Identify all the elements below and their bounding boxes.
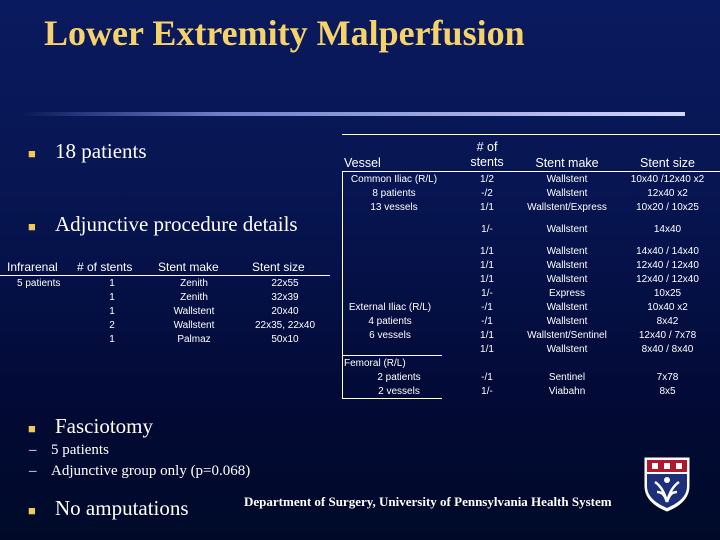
header-size: Stent size <box>640 156 695 170</box>
bullet-patients <box>28 139 147 164</box>
vessel-femoral <box>344 371 454 399</box>
left-cell: 32x39 <box>271 292 299 303</box>
ei-cell: 1/1 <box>480 246 494 257</box>
left-cell: 1 <box>109 278 115 289</box>
vessel-femoral-label: Femoral (R/L) <box>344 358 406 369</box>
square-bullet-icon: ■ <box>28 146 36 161</box>
ei-cell: 12x40 / 12x40 <box>636 260 699 271</box>
title-divider <box>20 112 685 116</box>
ei-cell: Wallstent <box>546 344 588 355</box>
bullet-text: Fasciotomy <box>55 414 153 438</box>
sub-text: 5 patients <box>51 442 109 458</box>
left-header-size: Stent size <box>252 260 305 274</box>
left-cell: 22x35, 22x40 <box>254 320 316 331</box>
ei-cell: Wallstent <box>546 302 588 313</box>
ei-cell: 1/- <box>481 288 493 299</box>
ei-cell: Wallstent <box>546 246 588 257</box>
footer-institution: Department of Surgery, University of Pennsylvania Health System <box>244 494 612 509</box>
ci-col-make <box>517 173 617 215</box>
bullet-text: Adjunctive procedure details <box>55 212 298 236</box>
vessel-patients: 2 patients <box>377 372 421 383</box>
right-table-header-rule <box>342 171 720 172</box>
vessel-label: Common Iliac (R/L) <box>350 174 438 185</box>
fasciotomy-sub-1 <box>29 442 109 459</box>
header-stents-line1: # of <box>476 140 498 154</box>
header-stents-line2: stents <box>470 155 504 169</box>
bullet-text: No amputations <box>55 496 189 520</box>
ci-cell: Wallstent/Express <box>527 202 607 213</box>
ci-cell: Wallstent <box>546 174 588 185</box>
fem-col-stents <box>459 371 515 399</box>
bullet-fasciotomy <box>28 414 153 439</box>
ei-cell: 12x40 / 12x40 <box>636 274 699 285</box>
left-table-header-rule <box>0 275 330 276</box>
page-title: Lower Extremity Malperfusion <box>44 13 525 53</box>
sub-text: Adjunctive group only (p=0.068) <box>51 463 251 479</box>
ci-cell: Wallstent <box>546 224 588 235</box>
vessel-external-iliac <box>342 301 438 343</box>
penn-shield-icon <box>643 456 691 512</box>
ci-cell: 10x20 / 10x25 <box>636 202 699 213</box>
ci-col-size <box>620 173 715 215</box>
ei-cell: 8x40 / 8x40 <box>641 344 694 355</box>
ci-cell: -/2 <box>481 188 493 199</box>
vessel-count: 6 vessels <box>369 330 411 341</box>
left-col-size <box>244 277 326 347</box>
femoral-divider <box>342 355 442 356</box>
fem-cell: Sentinel <box>548 372 586 383</box>
ei-cell: -/1 <box>481 302 493 313</box>
header-make: Stent make <box>535 156 599 170</box>
left-cell: Zenith <box>180 292 208 303</box>
left-patients: 5 patients <box>17 278 61 289</box>
header-stents <box>452 140 522 170</box>
vessel-label: External Iliac (R/L) <box>348 302 432 313</box>
left-cell: 20x40 <box>271 306 299 317</box>
left-col-stents <box>92 277 132 347</box>
ei-cell: 10x40 x2 <box>647 302 688 313</box>
right-table-top-rule <box>342 134 720 135</box>
ei-cell: Express <box>548 288 586 299</box>
left-cell: Zenith <box>180 278 208 289</box>
ei-cell: 8x42 <box>656 316 679 327</box>
ci-cell: 1/1 <box>480 202 494 213</box>
left-header-infrarenal: Infrarenal <box>7 260 58 274</box>
bullet-adjunctive <box>28 212 298 237</box>
ei-cell: 14x40 / 14x40 <box>636 246 699 257</box>
ei-cell: -/1 <box>481 316 493 327</box>
ei-cell: Wallstent/Sentinel <box>527 330 607 341</box>
left-cell: Wallstent <box>173 306 215 317</box>
vessel-count: 2 vessels <box>378 386 420 397</box>
dash-bullet-icon: – <box>29 463 37 479</box>
fem-cell: 8x5 <box>659 386 676 397</box>
vessel-count: 13 vessels <box>370 202 418 213</box>
square-bullet-icon: ■ <box>28 219 36 234</box>
ei-cell: Wallstent <box>546 316 588 327</box>
fem-cell: Viabahn <box>548 386 586 397</box>
left-cell: 22x55 <box>271 278 299 289</box>
bullet-text: 18 patients <box>55 139 147 163</box>
ci-cell: 1/- <box>481 224 493 235</box>
square-bullet-icon: ■ <box>28 421 36 436</box>
ci-cell: 10x40 /12x40 x2 <box>630 174 705 185</box>
left-cell: 2 <box>109 320 115 331</box>
fem-col-make <box>517 371 617 399</box>
fasciotomy-sub-2 <box>29 463 250 480</box>
ci-cell: 14x40 <box>653 224 682 235</box>
fem-col-size <box>620 371 715 399</box>
ci-cell: Wallstent <box>546 188 588 199</box>
fem-cell: 7x78 <box>656 372 679 383</box>
ei-col-size <box>620 245 715 357</box>
vessel-patients: 8 patients <box>372 188 416 199</box>
ei-cell: Wallstent <box>546 274 588 285</box>
vessel-patients: 4 patients <box>368 316 412 327</box>
left-cell: 1 <box>109 334 115 345</box>
dash-bullet-icon: – <box>29 442 37 458</box>
vessel-common-iliac <box>344 173 444 215</box>
ei-col-make <box>517 245 617 357</box>
left-header-make: Stent make <box>158 260 219 274</box>
ei-cell: 1/1 <box>480 330 494 341</box>
fem-cell: -/1 <box>481 372 493 383</box>
left-cell: Palmaz <box>177 334 211 345</box>
ei-cell: 10x25 <box>653 288 682 299</box>
vessel-column-rule <box>342 172 343 398</box>
ei-cell: 1/1 <box>480 260 494 271</box>
square-bullet-icon: ■ <box>28 503 36 518</box>
ei-cell: 12x40 / 7x78 <box>638 330 697 341</box>
ei-cell: Wallstent <box>546 260 588 271</box>
ci-cell: 1/2 <box>480 174 494 185</box>
left-cell: 50x10 <box>271 334 299 345</box>
header-vessel: Vessel <box>344 156 381 170</box>
ci-cell: 12x40 x2 <box>647 188 688 199</box>
ci-col-stents <box>459 173 515 215</box>
left-cell: 1 <box>109 306 115 317</box>
left-col-make <box>156 277 232 347</box>
ei-col-stents <box>459 245 515 357</box>
left-cell: 1 <box>109 292 115 303</box>
left-header-stents: # of stents <box>77 260 133 274</box>
fem-cell: 1/- <box>481 386 493 397</box>
left-cell: Wallstent <box>173 320 215 331</box>
bullet-no-amputations <box>28 496 189 521</box>
ei-cell: 1/1 <box>480 274 494 285</box>
ei-cell: 1/1 <box>480 344 494 355</box>
